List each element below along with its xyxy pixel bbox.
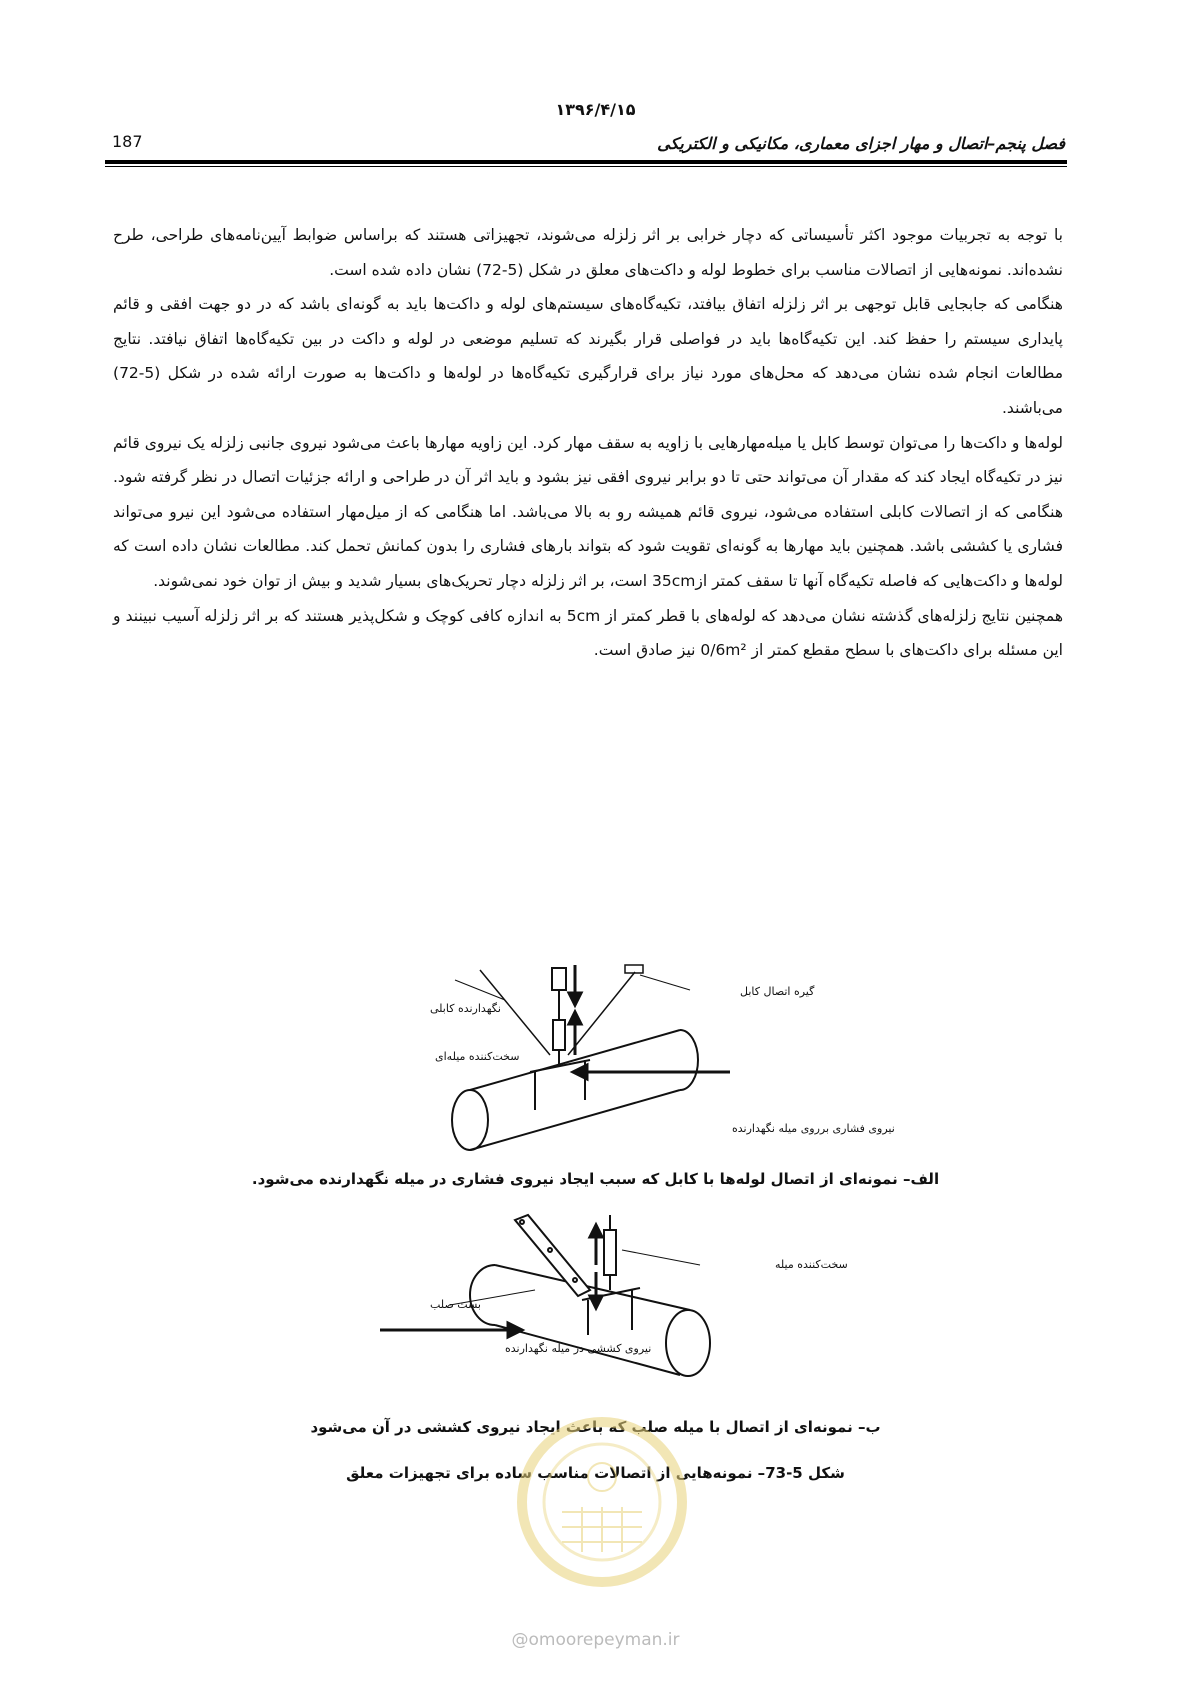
header-rule-thick <box>105 160 1067 164</box>
figure-title: شکل 5-73– نمونه‌هایی از اتصالات مناسب ساده برای تجهیزات معلق <box>346 1464 845 1482</box>
figure-a-caption: الف– نمونه‌ای از اتصال لوله‌ها با کابل که سبب ایجاد نیروی فشاری در میله نگهدارنده می‌شود. <box>251 1170 940 1188</box>
label-rigid-brace: بست صلب <box>430 1298 481 1311</box>
paragraph: لوله‌ها و داکت‌ها را می‌توان توسط کابل یا میله‌مهارهایی با زاویه به سقف مهار کرد. این زاویه مهارها باعث می‌شود نیروی جانبی زلزله یک نیروی قائم نیز در تکیه‌گاه ایجاد کند که مقدار آن می‌تواند حتی تا دو برابر نیروی افقی نیز بشود و باید اثر آن در طراحی و ارائه جزئیات اتصال در نظر گرفته شود. هنگامی که از اتصالات کابلی استفاده می‌شود، نیروی قائم همیشه رو به بالا می‌باشد. اما هنگامی که از میل‌مهار استفاده می‌شود این نیرو می‌تواند فشاری یا کششی باشد. همچنین باید مهارها به گونه‌ای تقویت شود که بتواند بارهای فشاری را بدون کمانش تحمل کند. مطالعات نشان داده است که لوله‌ها و داکت‌هایی که فاصله تکیه‌گاه آنها تا سقف کمتر از35cm است، بر اثر زلزله دچار تحریک‌های بسیار شدید و بیش از توان خود نمی‌شوند. <box>113 433 1063 590</box>
label-compressive-force: نیروی فشاری برروی میله نگهدارنده <box>732 1122 895 1135</box>
label-cable-holder: نگهدارنده کابلی <box>430 1002 501 1015</box>
label-tensile-force: نیروی کششی در میله نگهدارنده <box>505 1342 652 1355</box>
chapter-title: فصل پنجم–اتصال و مهار اجزای معماری، مکانیکی و الکتریکی <box>657 134 1065 153</box>
figure-b-caption: ب– نمونه‌ای از اتصال با میله صلب که باعث ایجاد نیروی کششی در آن می‌شود <box>310 1418 881 1436</box>
page-number: 187 <box>112 132 143 151</box>
paragraph: همچنین نتایج زلزله‌های گذشته نشان می‌دهد که لوله‌های با قطر کمتر از 5cm به اندازه کافی کوچک و شکل‌پذیر هستند که بر اثر زلزله آسیب نبینند و این مسئله برای داکت‌های با سطح مقطع کمتر از 0/6m² نیز صادق است. <box>113 606 1063 660</box>
label-rod-stiffener: سخت‌کننده میله‌ای <box>435 1050 520 1063</box>
figure-b-rigid-brace <box>360 1210 848 1390</box>
paragraph: هنگامی که جابجایی قابل توجهی بر اثر زلزله اتفاق بیافتد، تکیه‌گاه‌های سیستم‌های لوله و داکت‌ها باید به گونه‌ای باشد که در دو جهت افقی و قائم پایداری سیستم را حفظ کند. این تکیه‌گاه‌ها باید در فواصلی قرار بگیرند که تسلیم موضعی در لوله و داکت در بین تکیه‌گاه‌ها اتفاق نیافتد. نتایج مطالعات انجام شده نشان می‌دهد که محل‌های مورد نیاز برای قرارگیری تکیه‌گاه‌ها در لوله‌ها و داکت‌ها به صورت ارائه شده در شکل (5-72) می‌باشند. <box>113 295 1063 417</box>
header-date: ۱۳۹۶/۴/۱۵ <box>555 100 636 119</box>
pipe-drawing <box>470 1265 710 1376</box>
rigid-brace-bar <box>515 1215 590 1296</box>
watermark-seal <box>482 1392 722 1592</box>
label-rod-stiffener: سخت‌کننده میله <box>775 1258 848 1271</box>
footer-site: @omoorepeyman.ir <box>511 1630 680 1650</box>
label-cable-clamp: گیره اتصال کابل <box>740 985 815 998</box>
body-text <box>113 218 1063 668</box>
force-arrows <box>569 965 730 1079</box>
paragraph: با توجه به تجربیات موجود اکثر تأسیساتی که دچار خرابی بر اثر زلزله می‌شوند، تجهیزاتی هستند که براساس ضوابط آیین‌نامه‌های طراحی، طرح نشده‌اند. نمونه‌هایی از اتصالات مناسب برای خطوط لوله و داکت‌های معلق در شکل (5-72) نشان داده شده است. <box>113 226 1063 279</box>
header-rule-thin <box>105 166 1067 167</box>
figure-a-cable-hanger <box>370 960 895 1150</box>
cable-braces <box>480 965 643 1055</box>
